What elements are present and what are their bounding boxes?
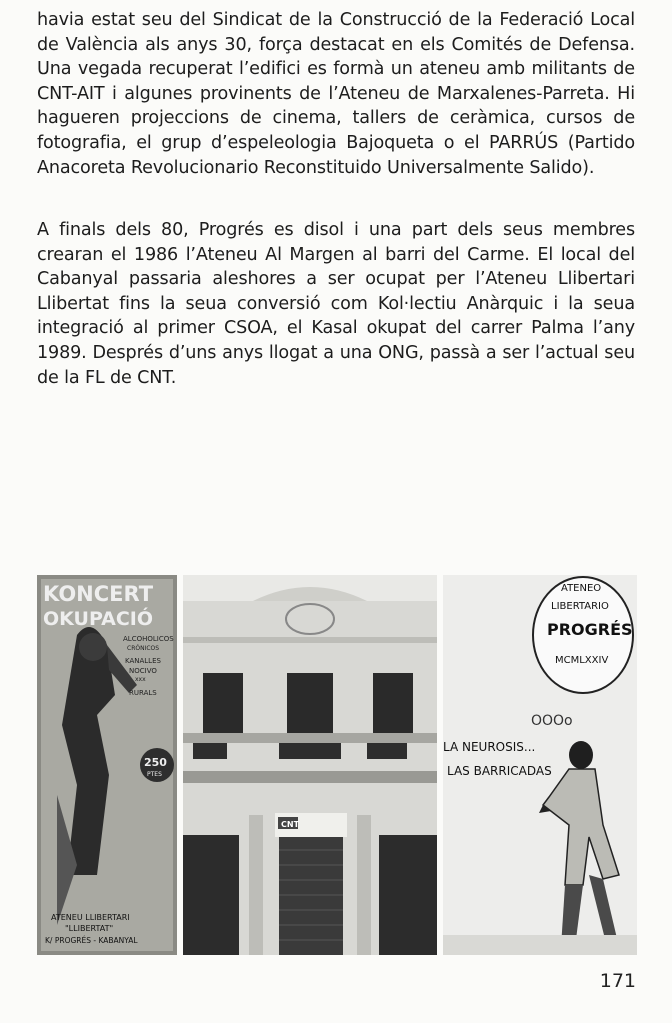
poster-title-2: OKUPACIÓ xyxy=(43,608,154,630)
poster-price-unit: PTES xyxy=(147,771,162,778)
poster-title-1: KONCERT xyxy=(43,582,154,606)
balcony-railing xyxy=(193,743,407,759)
mural-logo-3: PROGRÉS xyxy=(547,620,633,639)
poster-side-2: CRÓNICOS xyxy=(127,645,160,652)
mural-bubbles: OOOo xyxy=(531,713,573,729)
mural-slogan-2: LAS BARRICADAS xyxy=(447,764,552,778)
poster-footer-1: ATENEU LLIBERTARI xyxy=(51,913,130,922)
mural-photo xyxy=(443,575,637,955)
poster-side-5: xxx xyxy=(135,676,146,683)
mural-logo-4: MCMLXXIV xyxy=(555,655,609,666)
paragraph-1 xyxy=(37,8,635,180)
poster-side-3: KANALLES xyxy=(125,657,161,665)
building-photo xyxy=(183,575,437,955)
poster-side-1: ALCOHOLICOS xyxy=(123,635,174,643)
concert-poster-photo xyxy=(37,575,177,955)
mural-logo-2: LIBERTARIO xyxy=(551,601,609,612)
mural-logo-1: ATENEO xyxy=(561,583,602,594)
poster-price: 250 xyxy=(144,756,167,769)
building-sign: CNT xyxy=(281,820,300,829)
paragraph-2-text: A finals dels 80, Progrés es disol i una part dels seus membres crearan el 1986 l’Ateneu Al Margen al barri del Carme. El local del Cabanyal passaria aleshores a ser ocupat per l’Ateneu Llibertari Llibertat fins la seua conversió com Kol·lectiu Anàrquic i la seua integració al primer CSOA, el Kasal okupat del carrer Palma l’any 1989. Després d’uns anys llogat a una ONG, passà a ser l’actual seu de la FL de CNT. xyxy=(37,220,635,388)
paragraph-2 xyxy=(37,218,635,390)
poster-side-4: NOCIVO xyxy=(129,667,157,675)
paragraph-1-text: havia estat seu del Sindicat de la Construcció de la Federació Local de València als anys 30, força destacat en els Comités de Defensa. Una vegada recuperat l’edifici es formà un ateneu amb militants de CNT-AIT i algunes provinents de l’Ateneu de Marxalenes-Parreta. Hi hagueren projeccions de cinema, tallers de ceràmica, cursos de fotografia, el grup d’espeleologia Bajoqueta o el PARRÚS (Partido Anacoreta Revolucionario Reconstituido Universalmente Salido). xyxy=(37,10,635,178)
poster-footer-2: "LLIBERTAT" xyxy=(65,924,114,933)
page-number: 171 xyxy=(599,970,636,992)
poster-side-6: RURALS xyxy=(129,689,157,697)
mural-slogan-1: LA NEUROSIS... xyxy=(443,740,536,754)
poster-footer-3: K/ PROGRÉS - KABANYAL xyxy=(45,936,138,945)
